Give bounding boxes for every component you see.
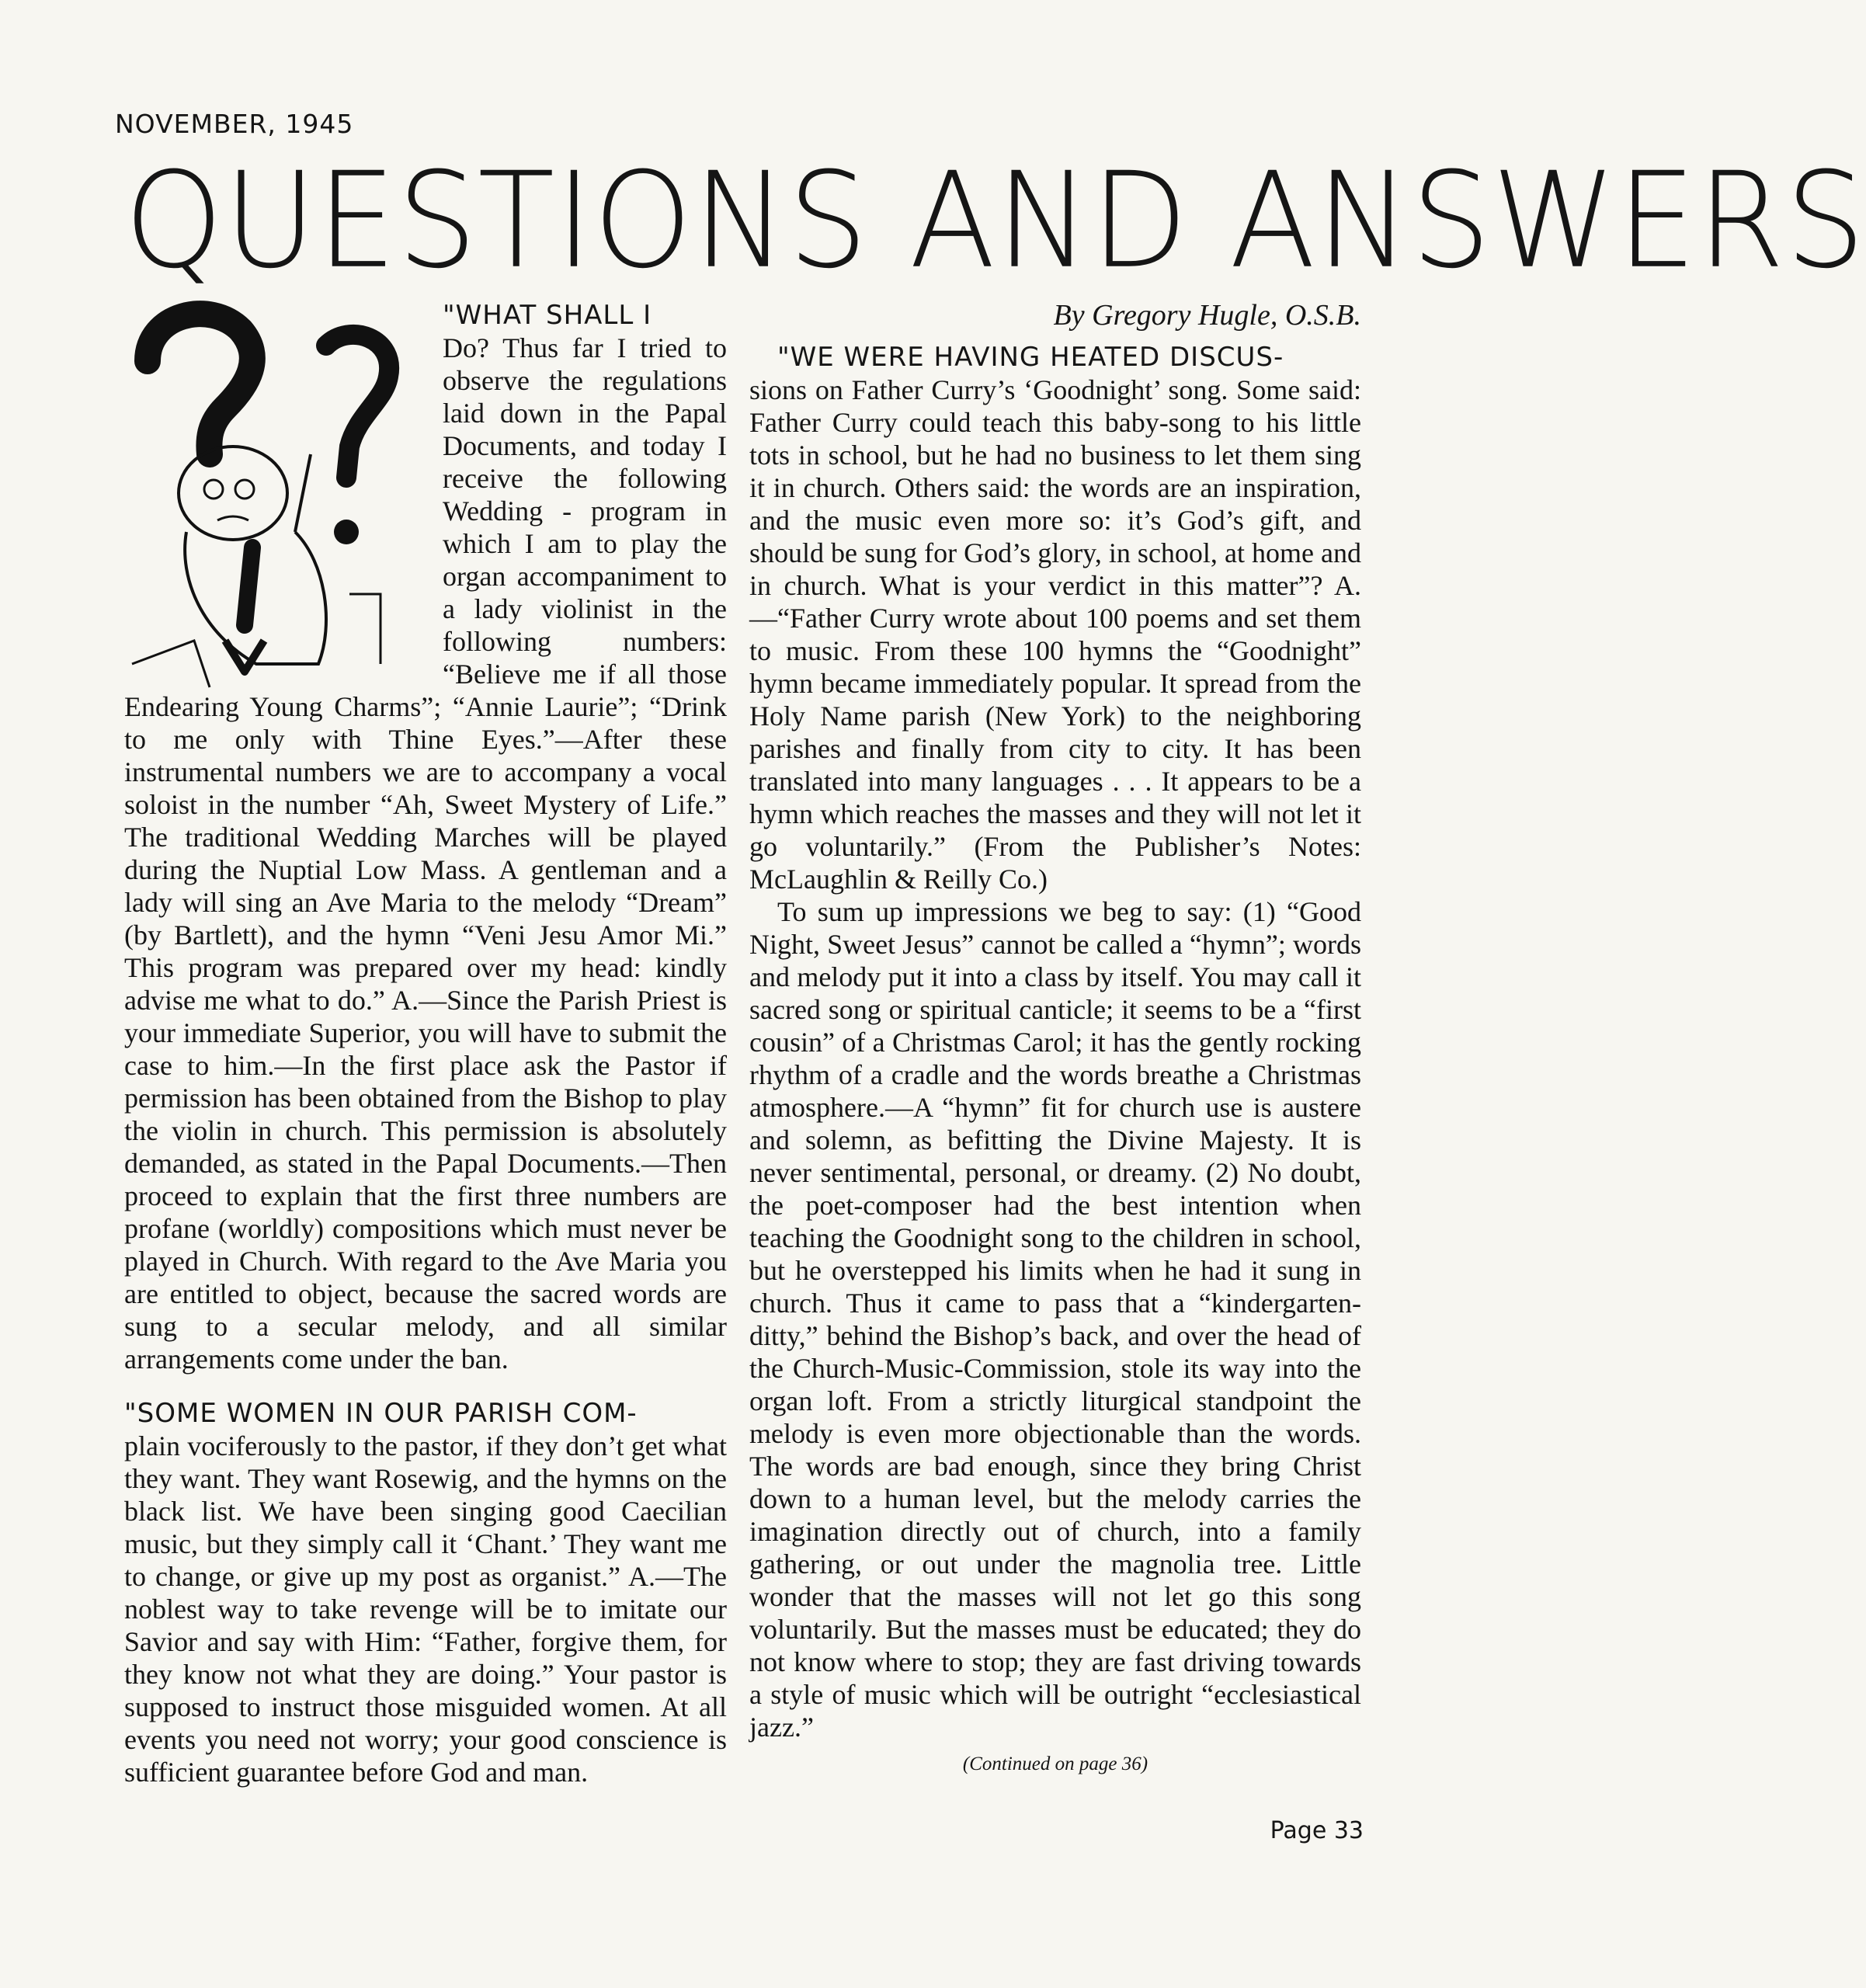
byline: By Gregory Hugle, O.S.B.	[1053, 299, 1361, 332]
summary-paragraph: To sum up impressions we beg to say: (1) “Good Night, Sweet Jesus” cannot be called a “hymn”; words and melody put it into a class by itself. You may call it sacred song or spiritual canticle; it seems to be a “first cousin” of a Christmas Carol; it has the gently rocking rhythm of a cradle and the words breathe a Christmas atmosphere.—A “hymn” fit for church use is austere and solemn, as befitting the Divine Majesty. It is never sentimental, personal, or dreamy. (2) No doubt, the poet-composer had the best intention when teaching the Goodnight song to the children in school, but he overstepped his limits when he had it sung in church. Thus it came to pass that a “kindergarten-ditty,” behind the Bishop’s back, and over the head of the Church-Music-Commission, stole its way into the organ loft. From a strictly liturgical standpoint the melody is even more objectionable than the words. The words are bad enough, since they bring Christ down to a human level, but the melody carries the imagination directly out of church, into a family gathering, or out under the magnolia tree. Little wonder that the masses will not let go this song voluntarily. But the masses must be educated; they do not know where to stop; they are fast driving towards a style of music which will be outright “ecclesiastical jazz.”	[749, 896, 1361, 1743]
continued-note: (Continued on page 36)	[962, 1753, 1148, 1774]
question-2-answer: plain vociferously to the pastor, if they don’t get what they want. They want Rosewig, and the hymns on the black list. We have been singing good Caecilian music, but they simply call it ‘Chant.’ They want me to change, or give up my post as organist.” A.—The noblest way to take revenge will be to imitate our Savior and say with Him: “Father, forgive them, for they know not what they are doing.” Your pastor is supposed to instruct those misguided women. At all events you need not worry; your good conscience is sufficient guarantee before God and man.	[124, 1430, 727, 1788]
question-mark-cartoon-icon	[116, 299, 419, 687]
headline: QUESTIONS AND ANSWERS	[124, 144, 1866, 298]
question-1-answer: Do? Thus far I tried to observe the regulations laid down in the Papal Documents, and today I receive the following Wedding - program in which I am to play the organ accompaniment to a lady violinist in the following numbers: “Believe me if all those Endearing Young Charms”; “Annie Laurie”; “Drink to me only with Thine Eyes.”—After these instrumental numbers we are to accompany a vocal soloist in the number “Ah, Sweet Mystery of Life.” The traditional Wedding Marches will be played during the Nuptial Low Mass. A gentleman and a lady will sing an Ave Maria to the melody “Dream” (by Bartlett), and the hymn “Veni Jesu Amor Mi.” This program was prepared over my head: kindly advise me what to do.” A.—Since the Parish Priest is your immediate Superior, you will have to submit the case to him.—In the first place ask the Pastor if permission has been obtained from the Bishop to play the violin in church. This permission is absolutely demanded, as stated in the Papal Documents.—Then proceed to explain that the first three numbers are profane (worldly) compositions which must never be played in Church. With regard to the Ave Maria you are entitled to object, because the sacred words are sung to a secular melody, and all similar arrangements come under the ban.	[124, 332, 727, 1375]
left-column	[124, 299, 727, 1788]
page-number: Page 33	[1270, 1817, 1364, 1844]
question-3-lead: "WE WERE HAVING HEATED DISCUS-	[777, 342, 1284, 373]
question-2-lead: "SOME WOMEN IN OUR PARISH COM-	[124, 1398, 638, 1429]
question-1-lead: "WHAT SHALL I	[443, 300, 652, 331]
right-column	[749, 299, 1361, 1781]
issue-date: NOVEMBER, 1945	[115, 109, 354, 139]
question-3-answer: sions on Father Curry’s ‘Goodnight’ song. Some said: Father Curry could teach this baby-song to his little tots in school, but he had no business to let them sing it in church. Others said: the words are an inspiration, and the music even more so: it’s God’s gift, and should be sung for God’s glory, in school, at home and in church. What is your verdict in this matter”? A.—“Father Curry wrote about 100 poems and set them to music. From these 100 hymns the “Goodnight” hymn became immediately popular. It spread from the Holy Name parish (New York) to the neighboring parishes and finally from city to city. It has been translated into many languages . . . It appears to be a hymn which reaches the masses and they will not let it go voluntarily.” (From the Publisher’s Notes: McLaughlin & Reilly Co.)	[749, 374, 1361, 895]
